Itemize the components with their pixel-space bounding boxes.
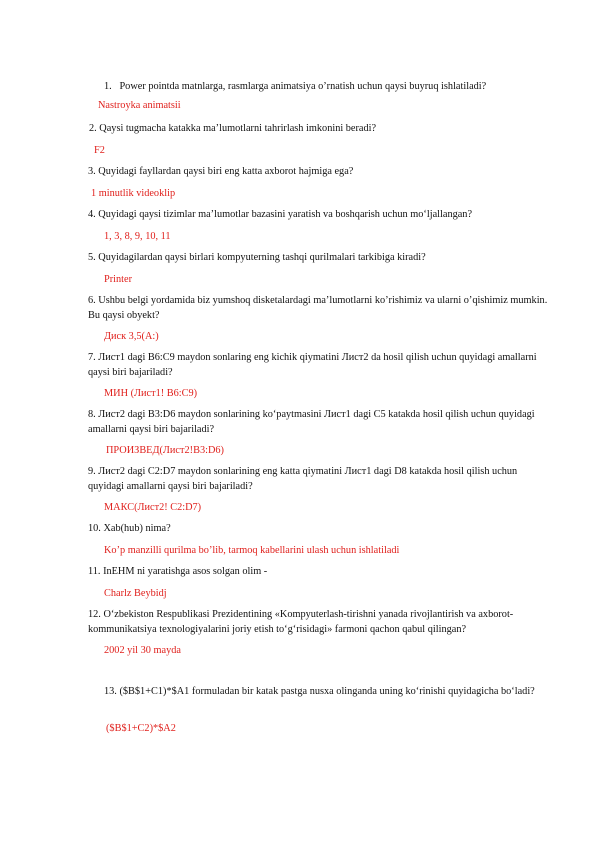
question-3: 3. Quyidagi fayllardan qaysi biri eng katta axborot hajmiga ega? xyxy=(88,166,354,177)
question-10: 10. Xab(hub) nima? xyxy=(88,523,171,534)
question-9: 9. Лист2 dagi C2:D7 maydon sonlarining eng katta qiymatini Лист1 dagi D8 katakda hosil qilish uchun quyidagi amallarni qaysi biri bajariladi? xyxy=(88,466,518,492)
answer-5: Printer xyxy=(104,274,133,285)
answer-1: Nastroyka animatsii xyxy=(98,100,181,111)
answer-12: 2002 yil 30 mayda xyxy=(104,645,181,656)
answer-10: Ko’p manzilli qurilma bo’lib, tarmoq kabellarini ulash uchun ishlatiladi xyxy=(104,545,400,556)
answer-3: 1 minutlik videoklip xyxy=(91,188,176,199)
question-2: 2. Qaysi tugmacha katakka ma’lumotlarni tahrirlash imkonini beradi? xyxy=(89,123,377,134)
answer-8: ПРОИЗВЕД(Лист2!B3:D6) xyxy=(106,445,224,456)
question-13: 13. ($B$1+C1)*$A1 formuladan bir katak pastga nusxa olinganda uning ko‘rinishi quyidagicha bo‘ladi? xyxy=(104,686,535,697)
question-12: 12. O‘zbekiston Respublikasi Prezidentining «Kompyuterlash-tirishni yanada rivojlantirish va axborot-kommunikatsiya texnologiyalarini joriy etish to‘g‘risidagi» farmoni qachon qabul qilingan? xyxy=(88,609,514,635)
question-7: 7. Лист1 dagi B6:C9 maydon sonlaring eng kichik qiymatini Лист2 da hosil qilish uchun quyidagi amallarni qaysi biri bajariladi? xyxy=(88,352,537,378)
answer-6: Диск 3,5(A:) xyxy=(104,331,159,342)
question-4: 4. Quyidagi qaysi tizimlar ma’lumotlar bazasini yaratish va boshqarish uchun mo‘ljallangan? xyxy=(88,209,473,220)
question-8: 8. Лист2 dagi B3:D6 maydon sonlarining ko‘paytmasini Лист1 dagi C5 katakda hosil qilish uchun quyidagi amallarni qaysi biri bajariladi? xyxy=(88,409,535,435)
question-11: 11. InEHM ni yaratishga asos solgan olim - xyxy=(88,566,268,577)
question-1: 1. Power pointda matnlarga, rasmlarga animatsiya o’rnatish uchun qaysi buyruq ishlatiladi? xyxy=(104,81,487,92)
answer-13: ($B$1+C2)*$A2 xyxy=(106,723,176,734)
answer-4: 1, 3, 8, 9, 10, 11 xyxy=(104,231,171,242)
question-6: 6. Ushbu belgi yordamida biz yumshoq disketalardagi ma’lumotlarni ko’rishimiz va ularni o’qishimiz mumkin. Bu qaysi obyekt? xyxy=(88,295,548,321)
answer-7: МИН (Лист1! B6:C9) xyxy=(104,388,198,399)
answer-2: F2 xyxy=(94,145,105,156)
question-5: 5. Quyidagilardan qaysi birlari kompyuterning tashqi qurilmalari tarkibiga kiradi? xyxy=(88,252,426,263)
answer-11: Charlz Beybidj xyxy=(104,588,167,599)
answer-9: МАКС(Лист2! C2:D7) xyxy=(104,502,202,513)
